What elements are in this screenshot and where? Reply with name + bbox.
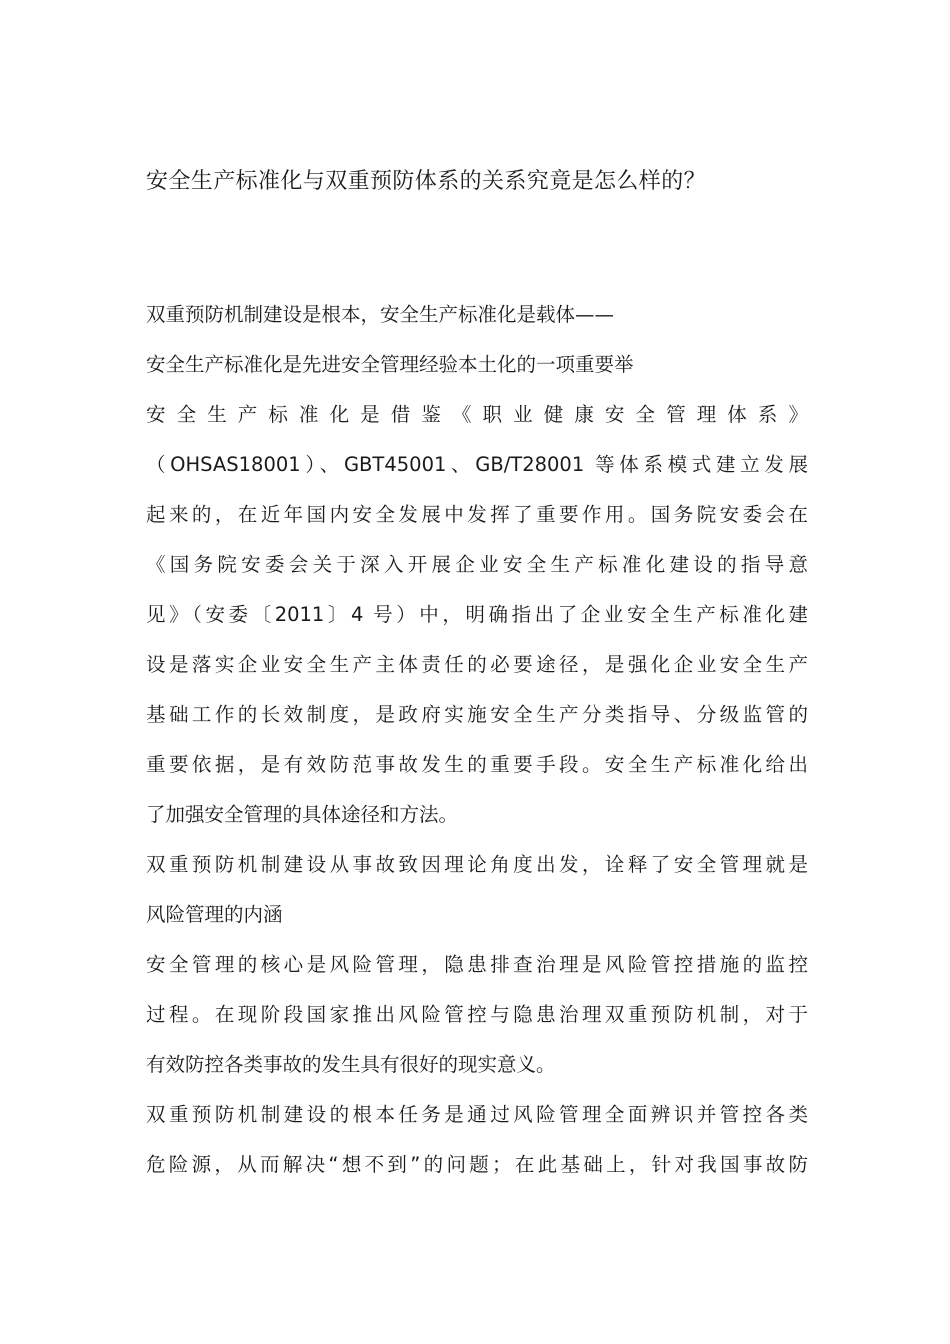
paragraph-standardization xyxy=(146,390,808,840)
paragraph-line: 了加强安全管理的具体途径和方法。 xyxy=(146,803,459,826)
paragraph-causation-theory xyxy=(146,840,808,940)
paragraph-line: 见》（安委〔2011〕4 号）中，明确指出了企业安全生产标准化建 xyxy=(146,603,808,626)
paragraph-line: （OHSAS18001）、GBT45001、GB/T28001 等体系模式建立发展 xyxy=(146,453,808,476)
paragraph-line: 《国务院安委会关于深入开展企业安全生产标准化建设的指导意 xyxy=(146,553,808,576)
paragraph-line: 双重预防机制建设从事故致因理论角度出发，诠释了安全管理就是 xyxy=(146,853,808,876)
paragraph-line: 安 全 生 产 标 准 化 是 借 鉴 《 职 业 健 康 安 全 管 理 体 系 》 xyxy=(146,403,808,426)
section-heading-standardization: 安全生产标准化是先进安全管理经验本土化的一项重要举 xyxy=(146,353,634,376)
paragraph-line: 双重预防机制建设的根本任务是通过风险管理全面辨识并管控各类 xyxy=(146,1103,808,1126)
paragraph-line: 设是落实企业安全生产主体责任的必要途径，是强化企业安全生产 xyxy=(146,653,808,676)
paragraph-line: 风险管理的内涵 xyxy=(146,903,283,926)
paragraph-line: 安全管理的核心是风险管理，隐患排查治理是风险管控措施的监控 xyxy=(146,953,808,976)
paragraph-line: 起来的，在近年国内安全发展中发挥了重要作用。国务院安委会在 xyxy=(146,503,808,526)
paragraph-line: 基础工作的长效制度，是政府实施安全生产分类指导、分级监管的 xyxy=(146,703,808,726)
document-title: 安全生产标准化与双重预防体系的关系究竟是怎么样的？ xyxy=(146,169,707,194)
paragraph-line: 有效防控各类事故的发生具有很好的现实意义。 xyxy=(146,1053,556,1076)
paragraph-line: 重要依据，是有效防范事故发生的重要手段。安全生产标准化给出 xyxy=(146,753,808,776)
paragraph-risk-management-core xyxy=(146,940,808,1090)
document-body xyxy=(146,290,808,1190)
section-heading-dual-prevention: 双重预防机制建设是根本，安全生产标准化是载体—— xyxy=(146,303,615,326)
paragraph-fundamental-task xyxy=(146,1090,808,1190)
paragraph-line: 危险源，从而解决“想不到”的问题；在此基础上，针对我国事故防 xyxy=(146,1153,808,1176)
paragraph-line: 过程。在现阶段国家推出风险管控与隐患治理双重预防机制，对于 xyxy=(146,1003,808,1026)
